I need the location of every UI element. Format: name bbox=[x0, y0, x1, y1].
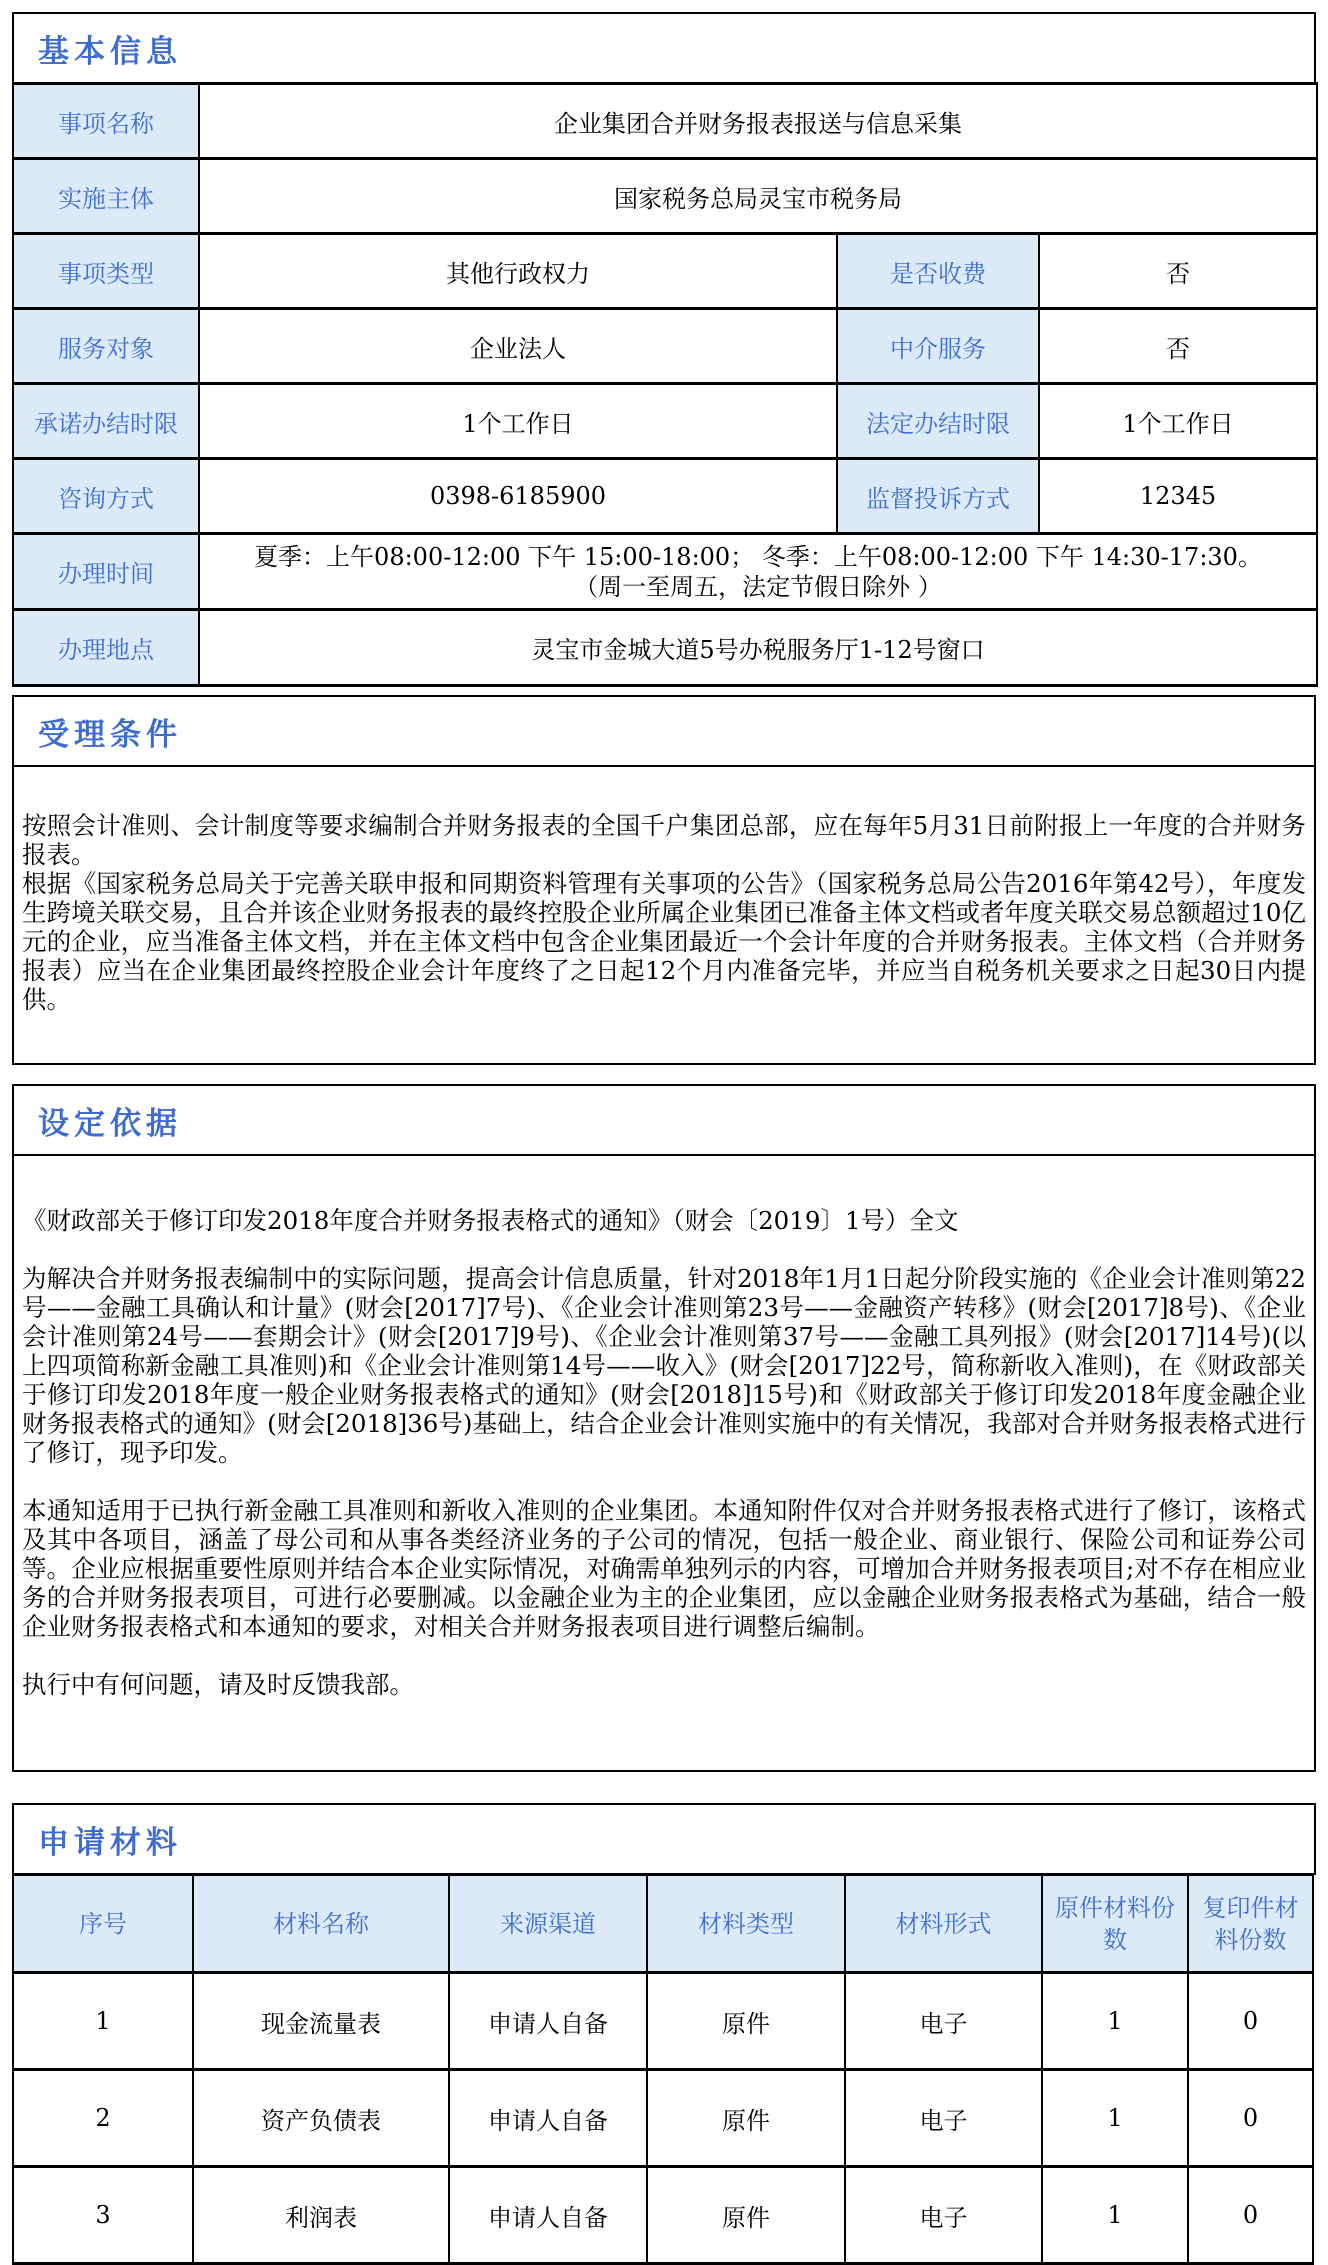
label-promised-time-limit: 承诺办结时限 bbox=[13, 384, 199, 459]
col-header-seq: 序号 bbox=[13, 1875, 193, 1973]
basis-paragraph: 为解决合并财务报表编制中的实际问题，提高会计信息质量，针对2018年1月1日起分阶段实施的《企业会计准则第22号——金融工具确认和计量》(财会[2017]7号)、《企业会计准则第23号——金融资产转移》(财会[2017]8号)、《企业会计准则第24号——套期会计》(财会[2017]9号)、《企业会计准则第37号——金融工具列报》(财会[2017]14号)(以上四项简称新金融工具准则)和《企业会计准则第14号——收入》(财会[2017]22号，简称新收入准则)，在《财政部关于修订印发2018年度一般企业财务报表格式的通知》(财会[2018]15号)和《财政部关于修订印发2018年度金融企业财务报表格式的通知》(财会[2018]36号)基础上，结合企业会计准则实施中的有关情况，我部对合并财务报表格式进行了修订，现予印发。 bbox=[22, 1264, 1306, 1467]
cell-photocopy-copies: 0 bbox=[1188, 2167, 1313, 2264]
col-header-source-channel: 来源渠道 bbox=[449, 1875, 647, 1973]
table-row bbox=[13, 534, 1317, 610]
cell-original-copies: 1 bbox=[1042, 1973, 1188, 2070]
value-handling-time bbox=[199, 534, 1317, 610]
label-implementing-body: 实施主体 bbox=[13, 159, 199, 234]
label-item-type: 事项类型 bbox=[13, 234, 199, 309]
handling-time-line1: 夏季：上午08:00-12:00 下午 15:00-18:00； 冬季：上午08:00-12:00 下午 14:30-17:30。 bbox=[254, 542, 1262, 571]
cell-material-form: 电子 bbox=[845, 2167, 1042, 2264]
cell-material-type: 原件 bbox=[647, 2167, 845, 2264]
cell-source-channel: 申请人自备 bbox=[449, 1973, 647, 2070]
cell-source-channel: 申请人自备 bbox=[449, 2070, 647, 2167]
acceptance-paragraph: 根据《国家税务总局关于完善关联申报和同期资料管理有关事项的公告》（国家税务总局公告2016年第42号），年度发生跨境关联交易，且合并该企业财务报表的最终控股企业所属企业集团已准备主体文档或者年度关联交易总额超过10亿元的企业，应当准备主体文档，并在主体文档中包含企业集团最近一个会计年度的合并财务报表。主体文档（合并财务报表）应当在企业集团最终控股企业会计年度终了之日起12个月内准备完毕，并应当自税务机关要求之日起30日内提供。 bbox=[22, 869, 1306, 1014]
basis-content bbox=[12, 1154, 1316, 1772]
label-handling-time: 办理时间 bbox=[13, 534, 199, 610]
value-promised-time-limit: 1个工作日 bbox=[199, 384, 837, 459]
cell-material-form: 电子 bbox=[845, 2070, 1042, 2167]
label-service-target: 服务对象 bbox=[13, 309, 199, 384]
acceptance-title: 受理条件 bbox=[38, 716, 182, 753]
table-row bbox=[13, 384, 1317, 459]
handling-time-line2: （周一至周五，法定节假日除外 ） bbox=[574, 572, 942, 601]
col-header-material-name: 材料名称 bbox=[193, 1875, 449, 1973]
acceptance-content bbox=[12, 765, 1316, 1065]
label-intermediary-service: 中介服务 bbox=[837, 309, 1039, 384]
col-header-material-type: 材料类型 bbox=[647, 1875, 845, 1973]
label-consultation-method: 咨询方式 bbox=[13, 459, 199, 534]
table-row bbox=[13, 309, 1317, 384]
material-row bbox=[13, 2167, 1313, 2264]
cell-seq: 2 bbox=[13, 2070, 193, 2167]
value-fee-required: 否 bbox=[1039, 234, 1317, 309]
basic-info-title: 基本信息 bbox=[38, 33, 182, 70]
acceptance-paragraph: 按照会计准则、会计制度等要求编制合并财务报表的全国千户集团总部，应在每年5月31日前附报上一年度的合并财务报表。 bbox=[22, 811, 1306, 869]
section-gap bbox=[12, 1772, 1316, 1803]
table-row bbox=[13, 84, 1317, 159]
cell-photocopy-copies: 0 bbox=[1188, 2070, 1313, 2167]
material-row bbox=[13, 2070, 1313, 2167]
label-complaint-method: 监督投诉方式 bbox=[837, 459, 1039, 534]
cell-material-form: 电子 bbox=[845, 1973, 1042, 2070]
materials-title: 申请材料 bbox=[38, 1824, 182, 1861]
section-basis-header bbox=[12, 1084, 1316, 1156]
value-consultation-method: 0398-6185900 bbox=[199, 459, 837, 534]
col-header-original-copies: 原件材料份数 bbox=[1042, 1875, 1188, 1973]
cell-material-name: 现金流量表 bbox=[193, 1973, 449, 2070]
cell-original-copies: 1 bbox=[1042, 2070, 1188, 2167]
cell-original-copies: 1 bbox=[1042, 2167, 1188, 2264]
basis-paragraph: 《财政部关于修订印发2018年度合并财务报表格式的通知》（财会〔2019〕1号）全文 bbox=[22, 1206, 959, 1235]
material-row bbox=[13, 1973, 1313, 2070]
label-item-name: 事项名称 bbox=[13, 84, 199, 159]
value-handling-location: 灵宝市金城大道5号办税服务厅1-12号窗口 bbox=[199, 610, 1317, 686]
table-row bbox=[13, 234, 1317, 309]
basis-paragraph: 本通知适用于已执行新金融工具准则和新收入准则的企业集团。本通知附件仅对合并财务报表格式进行了修订，该格式及其中各项目，涵盖了母公司和从事各类经济业务的子公司的情况，包括一般企业、商业银行、保险公司和证券公司等。企业应根据重要性原则并结合本企业实际情况，对确需单独列示的内容，可增加合并财务报表项目;对不存在相应业务的合并财务报表项目，可进行必要删减。以金融企业为主的企业集团，应以金融企业财务报表格式为基础，结合一般企业财务报表格式和本通知的要求，对相关合并财务报表项目进行调整后编制。 bbox=[22, 1496, 1306, 1641]
cell-seq: 3 bbox=[13, 2167, 193, 2264]
cell-photocopy-copies: 0 bbox=[1188, 1973, 1313, 2070]
value-statutory-time-limit: 1个工作日 bbox=[1039, 384, 1317, 459]
cell-material-name: 利润表 bbox=[193, 2167, 449, 2264]
basic-info-table bbox=[12, 82, 1318, 687]
section-basic-info-header bbox=[12, 12, 1316, 84]
section-gap bbox=[12, 687, 1316, 695]
cell-seq: 1 bbox=[13, 1973, 193, 2070]
value-complaint-method: 12345 bbox=[1039, 459, 1317, 534]
label-handling-location: 办理地点 bbox=[13, 610, 199, 686]
cell-material-type: 原件 bbox=[647, 1973, 845, 2070]
materials-table bbox=[12, 1873, 1314, 2265]
col-header-material-form: 材料形式 bbox=[845, 1875, 1042, 1973]
value-item-name: 企业集团合并财务报表报送与信息采集 bbox=[199, 84, 1317, 159]
value-implementing-body: 国家税务总局灵宝市税务局 bbox=[199, 159, 1317, 234]
table-row bbox=[13, 459, 1317, 534]
col-header-photocopy-copies: 复印件材料份数 bbox=[1188, 1875, 1313, 1973]
value-intermediary-service: 否 bbox=[1039, 309, 1317, 384]
cell-material-name: 资产负债表 bbox=[193, 2070, 449, 2167]
materials-header-row bbox=[13, 1875, 1313, 1973]
table-row bbox=[13, 610, 1317, 686]
cell-material-type: 原件 bbox=[647, 2070, 845, 2167]
cell-source-channel: 申请人自备 bbox=[449, 2167, 647, 2264]
value-service-target: 企业法人 bbox=[199, 309, 837, 384]
label-statutory-time-limit: 法定办结时限 bbox=[837, 384, 1039, 459]
basis-paragraph: 执行中有何问题，请及时反馈我部。 bbox=[22, 1670, 414, 1699]
basis-title: 设定依据 bbox=[38, 1105, 182, 1142]
label-fee-required: 是否收费 bbox=[837, 234, 1039, 309]
value-item-type: 其他行政权力 bbox=[199, 234, 837, 309]
table-row bbox=[13, 159, 1317, 234]
section-materials-header bbox=[12, 1803, 1316, 1875]
section-gap bbox=[12, 1065, 1316, 1084]
section-acceptance-header bbox=[12, 695, 1316, 767]
